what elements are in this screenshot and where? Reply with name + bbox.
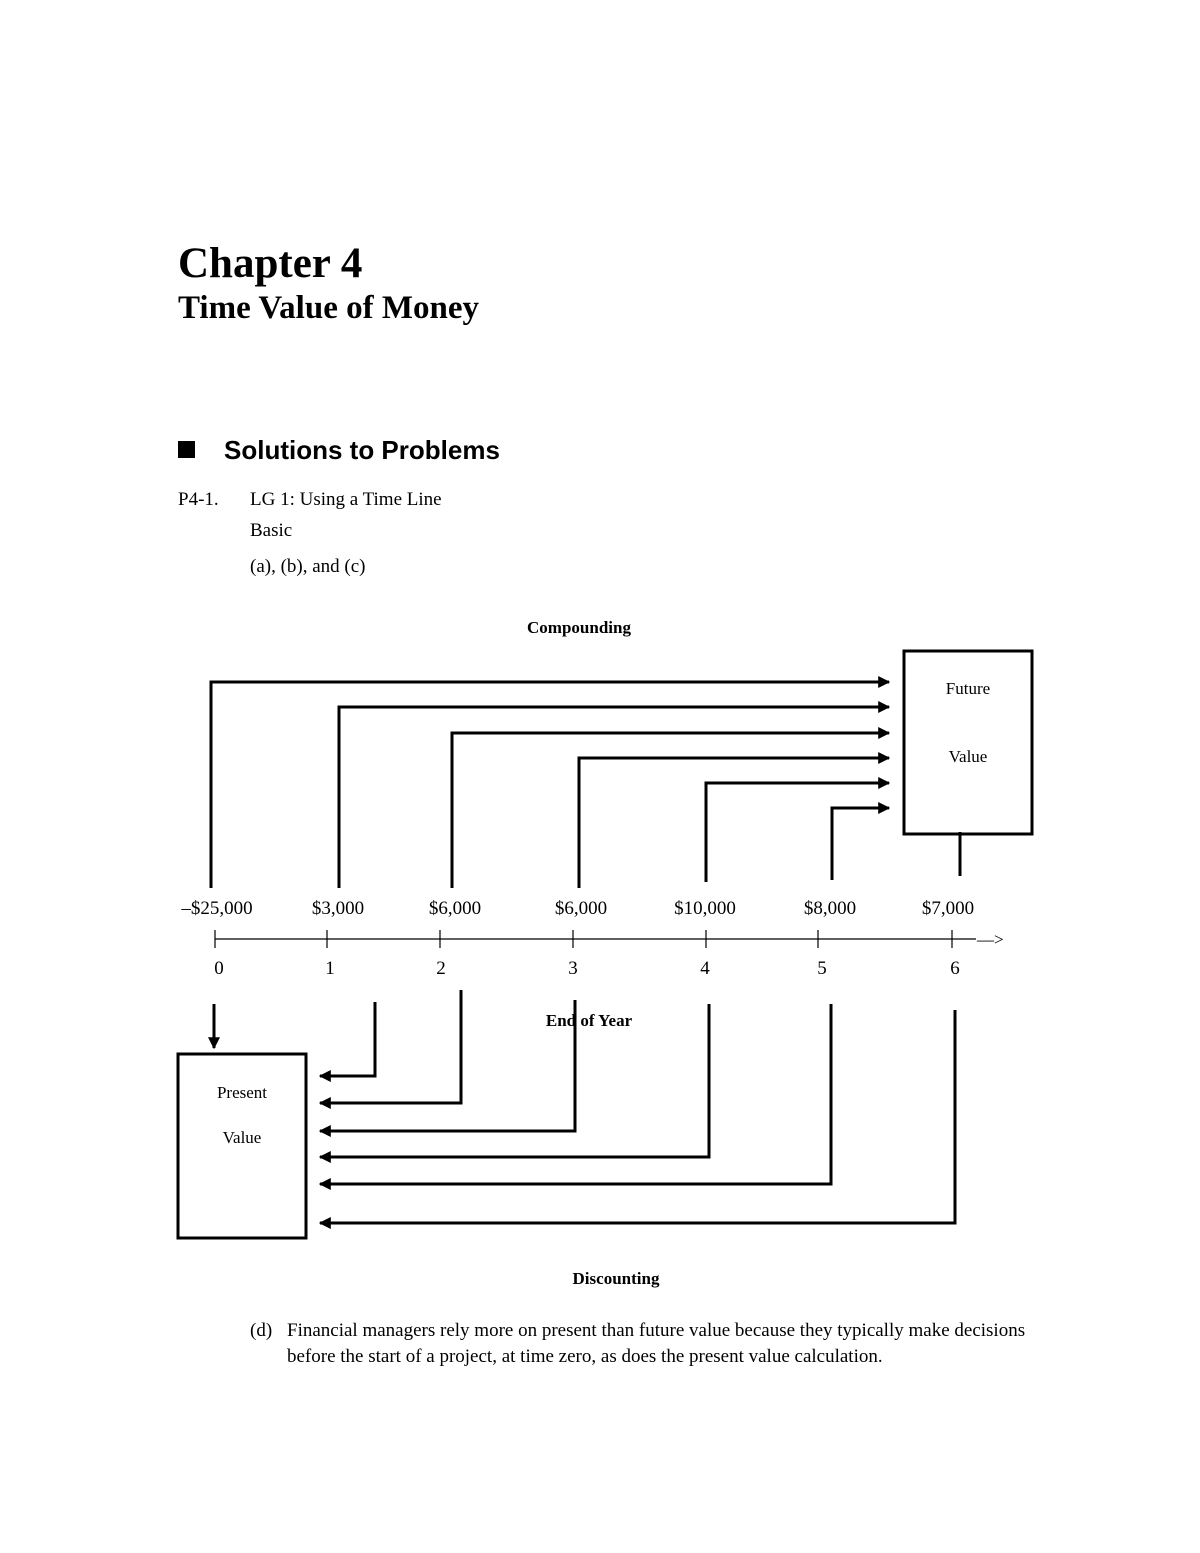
cash-flow-label: $6,000: [554, 898, 608, 919]
compounding-arrow-3: [579, 758, 889, 888]
compounding-label: Compounding: [527, 618, 631, 637]
future-box-line1: Future: [945, 679, 991, 698]
cash-flow-labels: [180, 898, 974, 919]
time-line-diagram: [0, 600, 1200, 1300]
year-label: 6: [950, 958, 960, 979]
answer-d: [250, 1318, 1060, 1370]
year-label: 3: [568, 958, 578, 979]
time-line-arrow-tip: —>: [977, 930, 1004, 949]
year-label: 2: [436, 958, 446, 979]
year-label: 5: [817, 958, 827, 979]
section-heading: [178, 437, 500, 463]
square-bullet-icon: [178, 441, 195, 458]
cash-flow-label: $8,000: [803, 898, 857, 919]
year-label: 1: [325, 958, 335, 979]
end-of-year-label: End of Year: [545, 1011, 633, 1030]
problem-number: P4-1.: [178, 489, 219, 510]
discounting-arrow-4: [320, 1004, 709, 1157]
cash-flow-label: $6,000: [428, 898, 482, 919]
chapter-subtitle: Time Value of Money: [178, 290, 479, 326]
chapter-title: Chapter 4: [178, 240, 363, 287]
cash-flow-label: $7,000: [921, 898, 975, 919]
year-labels: [214, 958, 960, 979]
answer-d-text: Financial managers rely more on present than future value because they typically make decisions before the start of a project, at time zero, as does the present value calculation.: [287, 1320, 1026, 1367]
present-box-line1: Present: [216, 1083, 268, 1102]
cash-flow-label: $3,000: [311, 898, 365, 919]
problem-parts: (a), (b), and (c): [250, 556, 366, 577]
discounting-label: Discounting: [572, 1269, 660, 1288]
cash-flow-label: –$25,000: [181, 898, 253, 919]
present-box-line2: Value: [222, 1128, 262, 1147]
problem-level: Basic: [250, 520, 293, 541]
discounting-arrow-6: [320, 1010, 955, 1223]
compounding-arrow-2: [452, 733, 889, 888]
discounting-arrow-1: [320, 1002, 375, 1076]
discounting-arrow-2: [320, 990, 461, 1103]
time-line-axis: [215, 930, 976, 948]
future-value-box: [904, 651, 1032, 834]
compounding-arrow-0: [211, 682, 889, 888]
compounding-arrow-4: [706, 783, 889, 882]
section-heading-text: Solutions to Problems: [224, 435, 500, 465]
year-label: 0: [214, 958, 224, 979]
present-value-box: [178, 1054, 306, 1238]
compounding-arrows: [211, 682, 960, 888]
compounding-arrow-5: [832, 808, 889, 880]
future-box-line2: Value: [948, 747, 988, 766]
answer-d-label: (d): [250, 1320, 273, 1341]
year-label: 4: [700, 958, 710, 979]
discounting-arrow-3: [320, 1000, 575, 1131]
cash-flow-label: $10,000: [674, 898, 736, 919]
problem-title: LG 1: Using a Time Line: [250, 489, 442, 510]
